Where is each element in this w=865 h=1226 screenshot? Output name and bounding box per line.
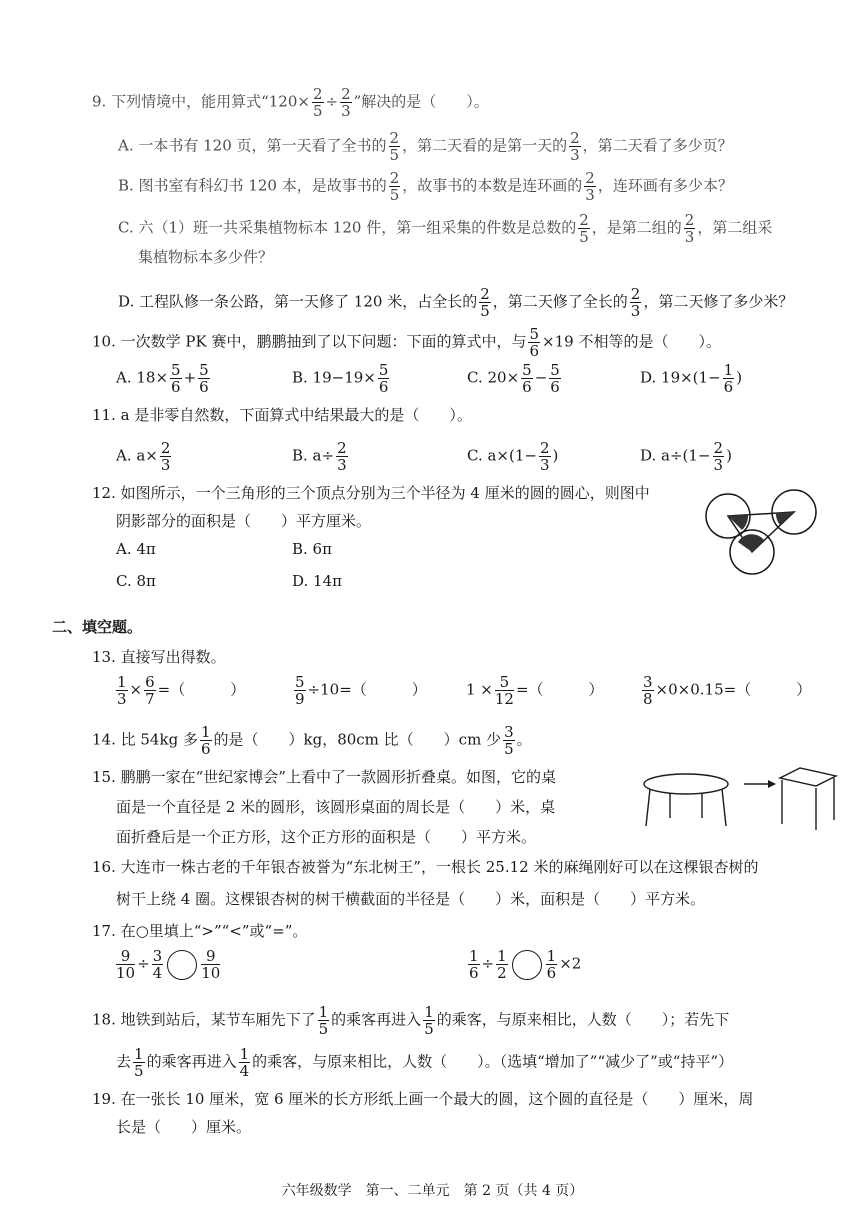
fraction: $\frac{3}{4}$ (152, 947, 163, 982)
fraction: $\frac{5}{9}$ (295, 673, 305, 708)
q11-option-c[interactable] (467, 440, 558, 473)
option-text: B. 图书室有科幻书 120 本，是故事书的 (118, 176, 387, 195)
q9-stem-tail: 解决的是（ ）。 (361, 92, 489, 111)
option-text: D. 工程队修一条公路，第一天修了 120 米，占全长的 (118, 292, 478, 311)
fraction: $\frac{2}{3}$ (585, 169, 595, 204)
fraction: $\frac{1}{5}$ (424, 1003, 434, 1038)
fraction: $\frac{2}{3}$ (337, 439, 347, 474)
q12-option-c[interactable]: C. 8π (116, 572, 156, 590)
fraction: $\frac{3}{5}$ (504, 723, 514, 758)
q19-line1: 19. 在一张长 10 厘米，宽 6 厘米的长方形纸上画一个最大的圆，这个圆的直径是（ ）厘米，周 (92, 1090, 754, 1108)
fraction: $\frac{2}{5}$ (312, 85, 323, 120)
q17-compare-left (114, 948, 222, 981)
fraction: $\frac{2}{5}$ (389, 129, 400, 164)
q9-stem (92, 86, 489, 119)
q9-option-b[interactable] (118, 170, 733, 203)
q9-option-d[interactable] (118, 286, 793, 319)
stem-text: 的乘客，与原来相比，人数（ ）；若先下 (436, 1010, 730, 1029)
q17-compare-right (466, 948, 581, 981)
option-text: ) (736, 368, 743, 387)
q12-option-d[interactable]: D. 14π (292, 572, 342, 590)
option-text: ，第二天修了全长的 (492, 292, 628, 311)
q11-option-d[interactable] (640, 440, 732, 473)
q16-line1: 16. 大连市一株古老的千年银杏被誉为“东北树王”，一根长 25.12 米的麻绳刚好可以在这棵银杏树的 (92, 858, 759, 876)
operator: × (129, 680, 143, 699)
fraction: $\frac{1}{3}$ (117, 673, 127, 708)
q13-stem: 13. 直接写出得数。 (92, 648, 226, 666)
q13-expr-1 (114, 674, 245, 707)
q9-option-c[interactable] (118, 212, 772, 245)
fraction: $\frac{2}{3}$ (713, 439, 724, 474)
fraction: $\frac{2}{3}$ (539, 439, 550, 474)
fraction: $\frac{5}{6}$ (550, 361, 560, 396)
fraction: $\frac{1}{5}$ (134, 1045, 144, 1080)
option-text: ) (726, 446, 732, 465)
fraction: $\frac{2}{3}$ (684, 211, 695, 246)
option-text: ) (552, 446, 559, 465)
q15-line1: 15. 鹏鹏一家在“世纪家博会”上看中了一款圆形折叠桌。如图，它的桌 (92, 768, 556, 786)
q10-option-c[interactable] (467, 362, 563, 395)
stem-text: ×19 不相等的是（ ）。 (542, 332, 721, 351)
fraction: $\frac{1}{2}$ (497, 947, 507, 982)
section-title-fill-in: 二、填空题。 (52, 618, 143, 636)
q11-option-a[interactable] (116, 440, 173, 473)
option-text: D. a÷(1− (640, 446, 711, 465)
quote-mark: ” (353, 92, 362, 111)
q17-stem: 17. 在○里填上“>”“<”或“=”。 (92, 922, 308, 940)
fraction: $\frac{1}{6}$ (200, 723, 211, 758)
option-text: B. a÷ (292, 446, 335, 465)
expr-text: ×2 (559, 954, 582, 973)
q12-option-b[interactable]: B. 6π (292, 540, 332, 558)
option-text: ，连环画有多少本？ (597, 176, 733, 195)
q19-line2: 长是（ ）厘米。 (116, 1118, 252, 1136)
operator: ÷ (481, 954, 495, 973)
fraction: $\frac{5}{6}$ (522, 361, 532, 396)
option-text: C. a×(1− (467, 446, 537, 465)
q10-option-a[interactable] (116, 362, 212, 395)
stem-text: 的是（ ）kg，80cm 比（ ）cm 少 (213, 730, 502, 749)
fraction: $\frac{3}{8}$ (643, 673, 653, 708)
fraction: $\frac{9}{10}$ (116, 947, 136, 982)
fraction: $\frac{2}{5}$ (389, 169, 400, 204)
stem-text: 。 (516, 730, 532, 749)
page-footer: 六年级数学 第一、二单元 第 2 页（共 4 页） (281, 1183, 584, 1199)
fraction: $\frac{1}{4}$ (239, 1045, 250, 1080)
q15-line3: 面折叠后是一个正方形，这个正方形的面积是（ ）平方米。 (116, 828, 537, 846)
q13-expr-3 (466, 674, 604, 707)
fraction: $\frac{1}{6}$ (723, 361, 734, 396)
option-text: ，是第二组的 (591, 218, 682, 237)
option-text: A. 18× (116, 368, 169, 387)
option-text: ，故事书的本数是连环画的 (402, 176, 583, 195)
q13-expr-2 (292, 674, 427, 707)
option-text: ，第二天修了多少米？ (643, 292, 794, 311)
q11-stem: 11. a 是非零自然数，下面算式中结果最大的是（ ）。 (92, 406, 472, 424)
fraction: $\frac{5}{6}$ (199, 361, 209, 396)
fraction: $\frac{2}{3}$ (341, 85, 351, 120)
q16-line2: 树干上绕 4 圈。这棵银杏树的树干横截面的半径是（ ）米，面积是（ ）平方米。 (116, 890, 706, 908)
fraction: $\frac{5}{6}$ (171, 361, 181, 396)
fraction: $\frac{1}{5}$ (318, 1003, 329, 1038)
option-text: ，第二天看了多少页？ (582, 136, 733, 155)
fraction: $\frac{6}{7}$ (145, 673, 155, 708)
q9-stem-text: 9. 下列情境中，能用算式“120× (92, 92, 310, 111)
option-text: B. 19−19× (292, 368, 376, 387)
q9-option-c-cont: 集植物标本多少件？ (138, 248, 274, 266)
fraction: $\frac{2}{3}$ (570, 129, 580, 164)
option-text: C. 20× (467, 368, 520, 387)
fraction: $\frac{2}{5}$ (480, 285, 490, 320)
fraction: $\frac{9}{10}$ (201, 947, 221, 982)
fraction: $\frac{2}{3}$ (630, 285, 641, 320)
q10-option-d[interactable] (640, 362, 742, 395)
fraction: $\frac{5}{12}$ (494, 673, 514, 708)
operator: − (534, 368, 548, 387)
stem-text: 的乘客再进入 (146, 1052, 237, 1071)
folding-table-figure (640, 764, 840, 846)
option-text: A. a× (116, 446, 158, 465)
q14 (92, 724, 532, 757)
fraction: $\frac{1}{6}$ (546, 947, 557, 982)
q9-option-a[interactable] (118, 130, 733, 163)
q18-line2 (116, 1046, 733, 1079)
answer-blank[interactable]: ×0×0.15=（ ） (655, 680, 812, 699)
q12-stem-line1: 12. 如图所示，一个三角形的三个顶点分别为三个半径为 4 厘米的圆的圆心，则图中 (92, 484, 650, 502)
stem-text: 14. 比 54kg 多 (92, 730, 198, 749)
operator: ÷ (325, 92, 339, 111)
operator: ÷ (137, 954, 150, 973)
compare-circle[interactable] (512, 950, 542, 980)
fraction: $\frac{5}{6}$ (529, 325, 540, 360)
q12-stem-line2: 阴影部分的面积是（ ）平方厘米。 (116, 512, 372, 530)
stem-text: 10. 一次数学 PK 赛中，鹏鹏抽到了以下问题：下面的算式中，与 (92, 332, 527, 351)
answer-blank[interactable]: =（ ） (157, 680, 246, 699)
answer-blank[interactable]: =（ ） (515, 680, 604, 699)
operator: + (183, 368, 197, 387)
q13-expr-4 (640, 674, 811, 707)
fraction: $\frac{2}{5}$ (579, 211, 589, 246)
fraction: $\frac{5}{6}$ (378, 361, 389, 396)
q18-line1 (92, 1004, 729, 1037)
q10-option-b[interactable] (292, 362, 391, 395)
q11-option-b[interactable] (292, 440, 350, 473)
option-text: C. 六（1）班一共采集植物标本 120 件，第一组采集的件数是总数的 (118, 218, 577, 237)
option-text: ，第二组采 (697, 218, 773, 237)
q15-line2: 面是一个直径是 2 米的圆形，该圆形桌面的周长是（ ）米，桌 (116, 798, 556, 816)
option-text: D. 19×(1− (640, 368, 721, 387)
q10-stem (92, 326, 721, 359)
answer-blank[interactable]: ÷10=（ ） (307, 680, 427, 699)
fraction: $\frac{1}{6}$ (469, 947, 479, 982)
stem-text: 去 (116, 1052, 132, 1071)
expr-text: 1 × (466, 680, 493, 699)
option-text: ，第二天看的是第一天的 (402, 136, 568, 155)
option-text: A. 一本书有 120 页，第一天看了全书的 (118, 136, 387, 155)
triangle-circles-figure (700, 486, 820, 578)
compare-circle[interactable] (167, 950, 197, 980)
stem-text: 的乘客再进入 (331, 1010, 422, 1029)
stem-text: 的乘客，与原来相比，人数（ ）。（选填“增加了”“减少了”或“持平”） (252, 1052, 734, 1071)
q12-option-a[interactable]: A. 4π (116, 540, 156, 558)
stem-text: 18. 地铁到站后，某节车厢先下了 (92, 1010, 316, 1029)
fraction: $\frac{2}{3}$ (160, 439, 171, 474)
